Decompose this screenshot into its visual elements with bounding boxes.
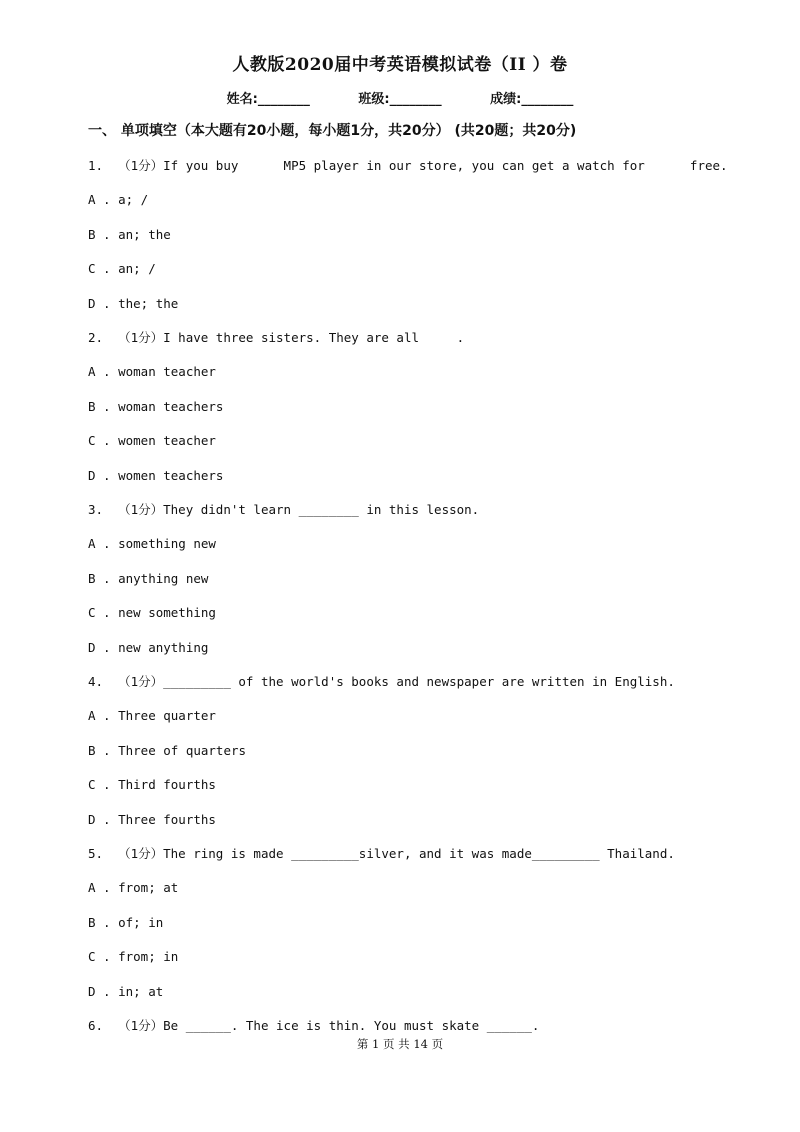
name-field: 姓名:________: [226, 92, 310, 107]
answer-option: A . woman teacher: [88, 364, 216, 379]
answer-option: D . the; the: [88, 296, 179, 311]
student-info: [0, 88, 800, 107]
answer-option: C . from; in: [88, 949, 179, 964]
answer-option: D . new anything: [88, 640, 209, 655]
question-stem: 4. （1分）_________ of the world's books and newspaper are written in English.: [88, 674, 675, 689]
score-field: 成绩:________: [490, 92, 574, 107]
answer-option: C . Third fourths: [88, 777, 216, 792]
answer-option: D . women teachers: [88, 468, 224, 483]
question-stem: 1. （1分）If you buy MP5 player in our store, you can get a watch for free.: [88, 158, 728, 173]
answer-option: D . Three fourths: [88, 812, 216, 827]
answer-option: C . an; /: [88, 261, 156, 276]
answer-option: B . Three of quarters: [88, 743, 247, 758]
answer-option: A . from; at: [88, 880, 179, 895]
answer-option: C . new something: [88, 605, 216, 620]
answer-option: D . in; at: [88, 984, 164, 999]
page-title: 人教版2020届中考英语模拟试卷（II ）卷: [232, 55, 568, 75]
answer-option: A . a; /: [88, 192, 149, 207]
answer-option: A . Three quarter: [88, 708, 216, 723]
question-stem: 6. （1分）Be ______. The ice is thin. You must skate ______.: [88, 1018, 540, 1033]
answer-option: B . anything new: [88, 571, 209, 586]
class-field: 班级:________: [358, 92, 442, 107]
section-title: 一、 单项填空（本大题有20小题，每小题1分，共20分） (共20题；共20分): [88, 123, 577, 139]
page-footer: 第 1 页 共 14 页: [356, 1037, 444, 1051]
question-stem: 5. （1分）The ring is made _________silver, and it was made_________ Thailand.: [88, 846, 675, 861]
answer-option: A . something new: [88, 536, 216, 551]
answer-option: B . woman teachers: [88, 399, 224, 414]
answer-option: B . an; the: [88, 227, 171, 242]
answer-option: B . of; in: [88, 915, 164, 930]
answer-option: C . women teacher: [88, 433, 216, 448]
question-stem: 2. （1分）I have three sisters. They are all .: [88, 330, 465, 345]
question-stem: 3. （1分）They didn't learn ________ in this lesson.: [88, 502, 480, 517]
